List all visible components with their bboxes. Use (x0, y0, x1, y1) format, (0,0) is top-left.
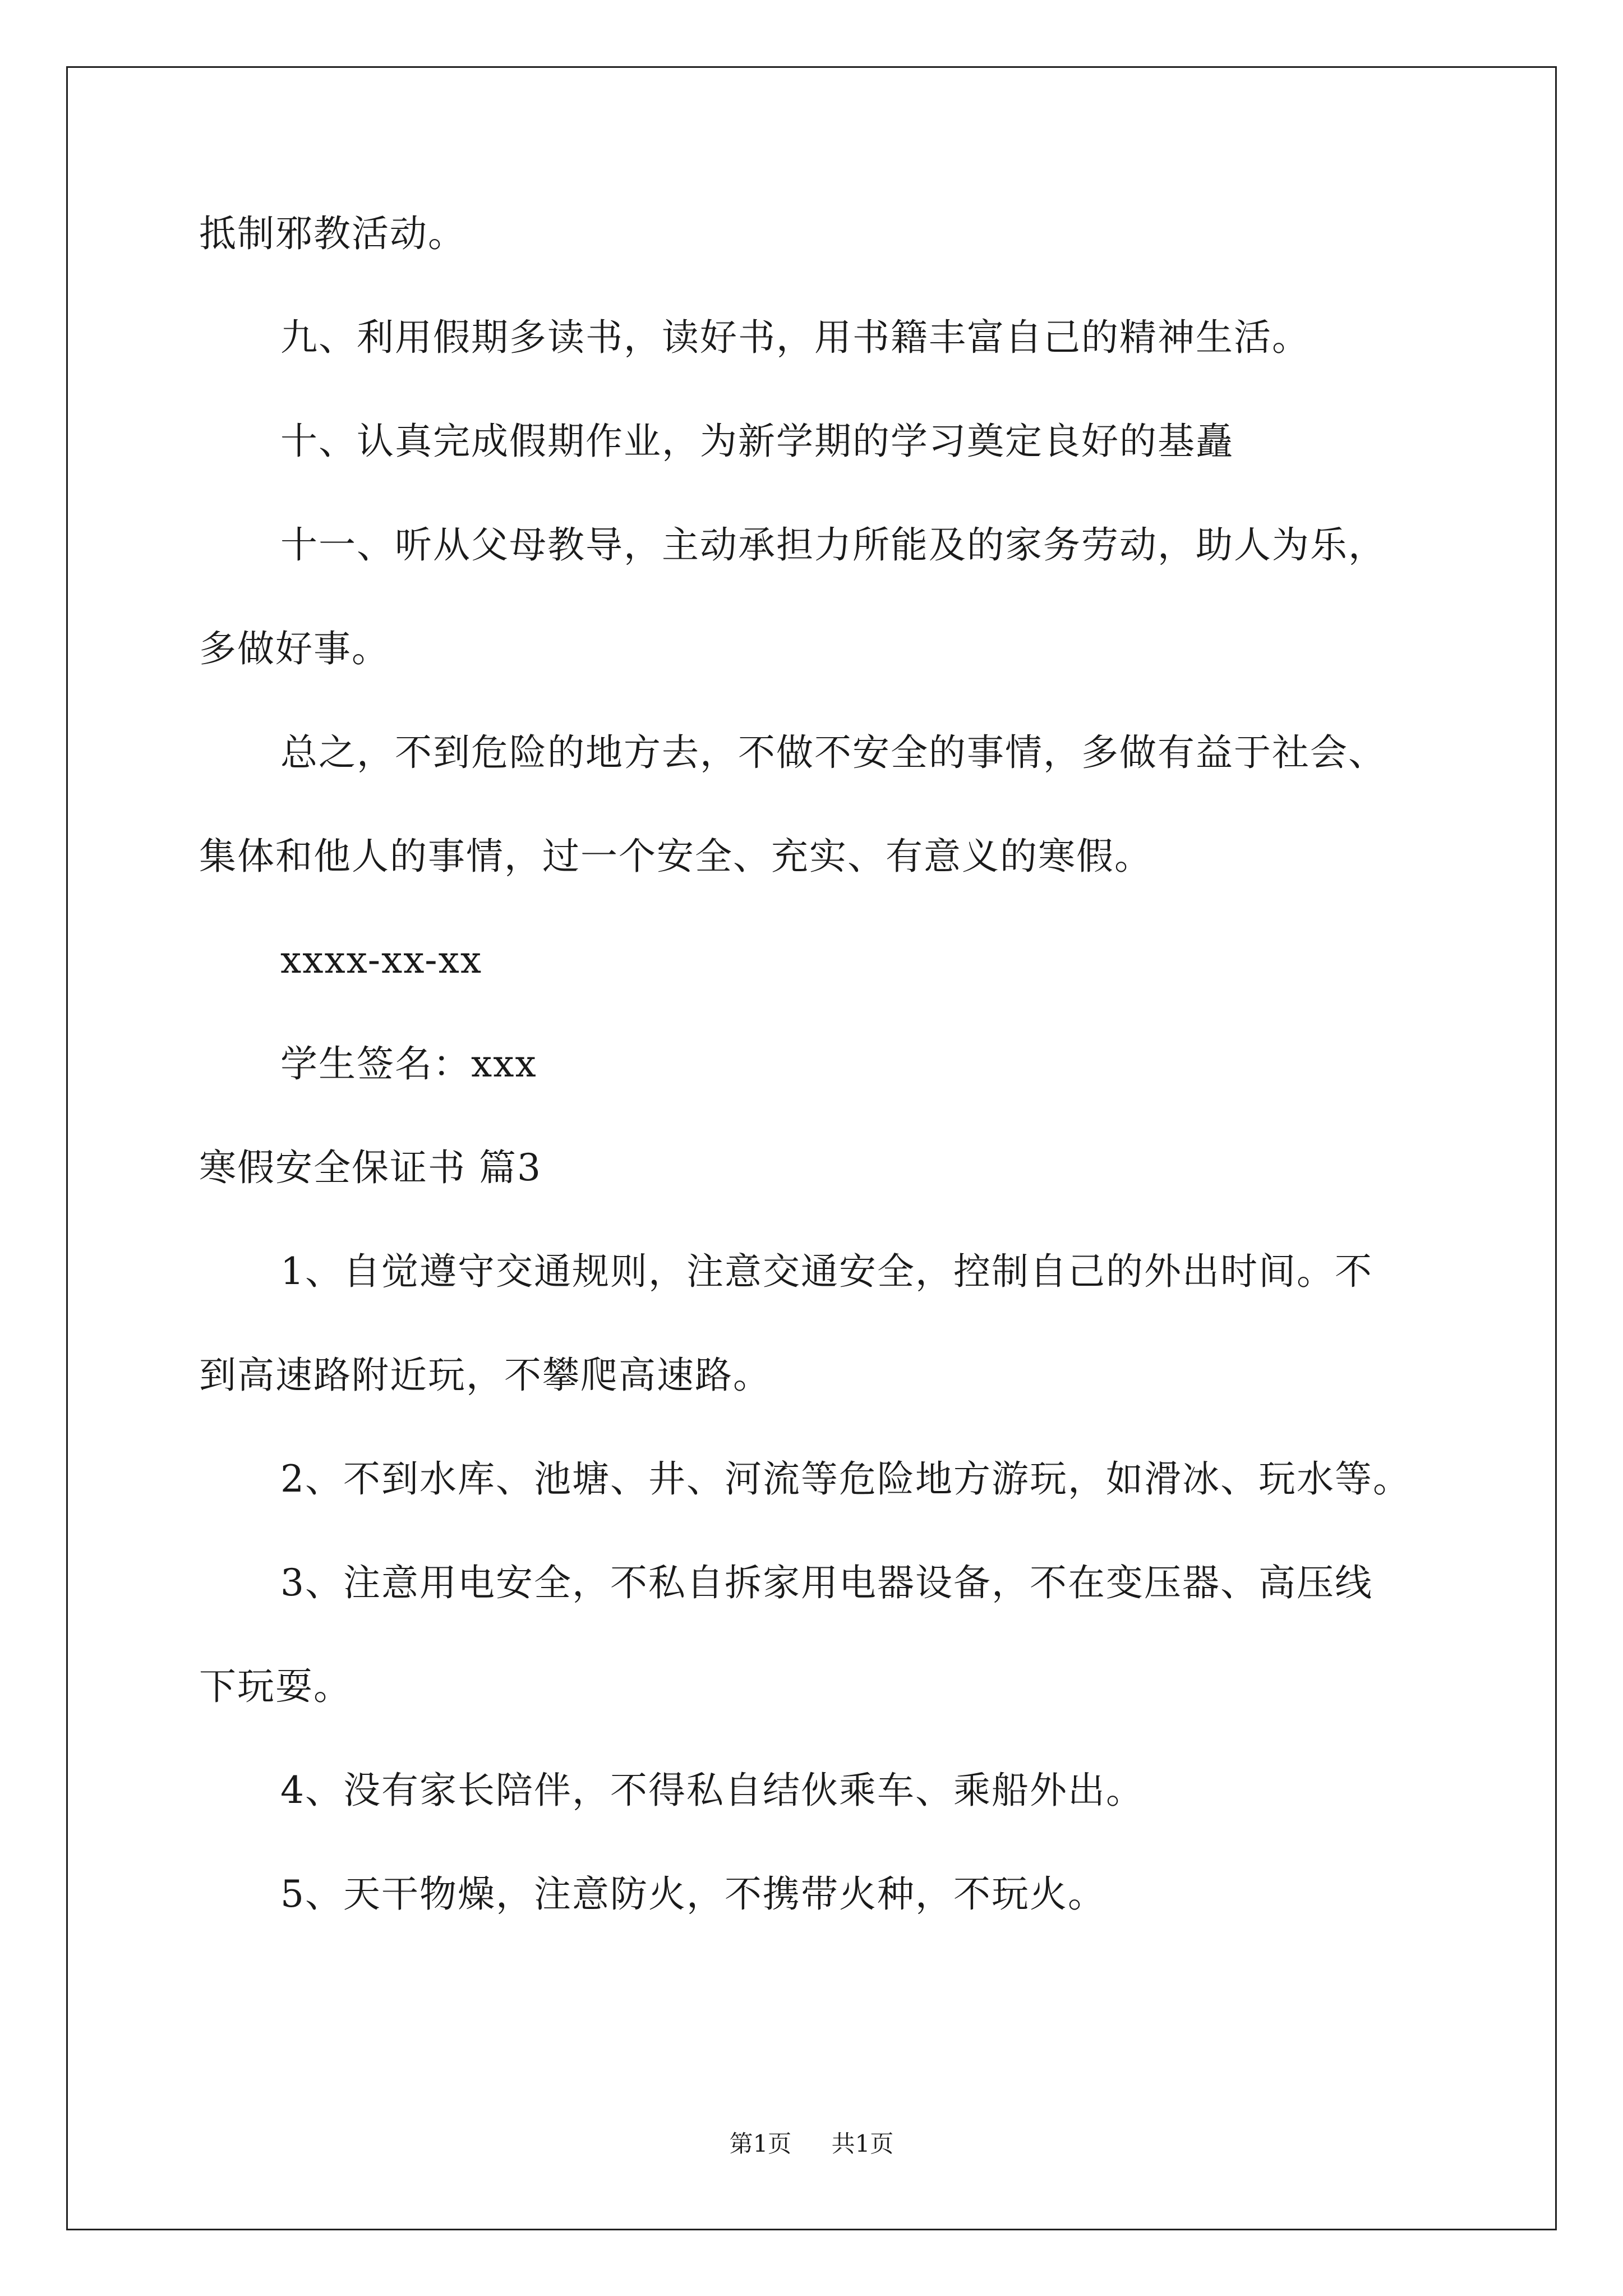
text-line: 抵制邪教活动。 (199, 212, 466, 255)
text-line: 5、天干物燥，注意防火，不携带火种，不玩火。 (280, 1872, 1106, 1916)
date-line: xxxx-xx-xx (280, 938, 483, 982)
text-line: 多做好事。 (199, 627, 390, 670)
text-line: 1、自觉遵守交通规则，注意交通安全，控制自己的外出时间。不 (280, 1250, 1373, 1293)
page-number-current: 第1页 (729, 2130, 792, 2157)
section-heading: 寒假安全保证书 篇3 (199, 1146, 542, 1189)
text-line: 4、没有家长陪伴，不得私自结伙乘车、乘船外出。 (280, 1769, 1144, 1812)
text-line: 集体和他人的事情，过一个安全、充实、有意义的寒假。 (199, 835, 1152, 878)
text-line: 2、不到水库、池塘、井、河流等危险地方游玩，如滑冰、玩水等。 (280, 1457, 1411, 1501)
text-line: 下玩耍。 (199, 1665, 352, 1708)
signature-line: 学生签名：xxx (280, 1042, 537, 1085)
text-line: 九、利用假期多读书，读好书，用书籍丰富自己的精神生活。 (280, 316, 1310, 359)
text-line: 3、注意用电安全，不私自拆家用电器设备，不在变压器、高压线 (280, 1561, 1373, 1604)
text-line: 十、认真完成假期作业，为新学期的学习奠定良好的基矗 (280, 420, 1234, 463)
page-footer (0, 2127, 1623, 2161)
page-number-total: 共1页 (831, 2130, 894, 2157)
text-line: 十一、听从父母教导，主动承担力所能及的家务劳动，助人为乐， (280, 523, 1386, 567)
text-line: 到高速路附近玩，不攀爬高速路。 (199, 1354, 771, 1397)
text-line: 总之，不到危险的地方去，不做不安全的事情，多做有益于社会、 (280, 731, 1386, 774)
